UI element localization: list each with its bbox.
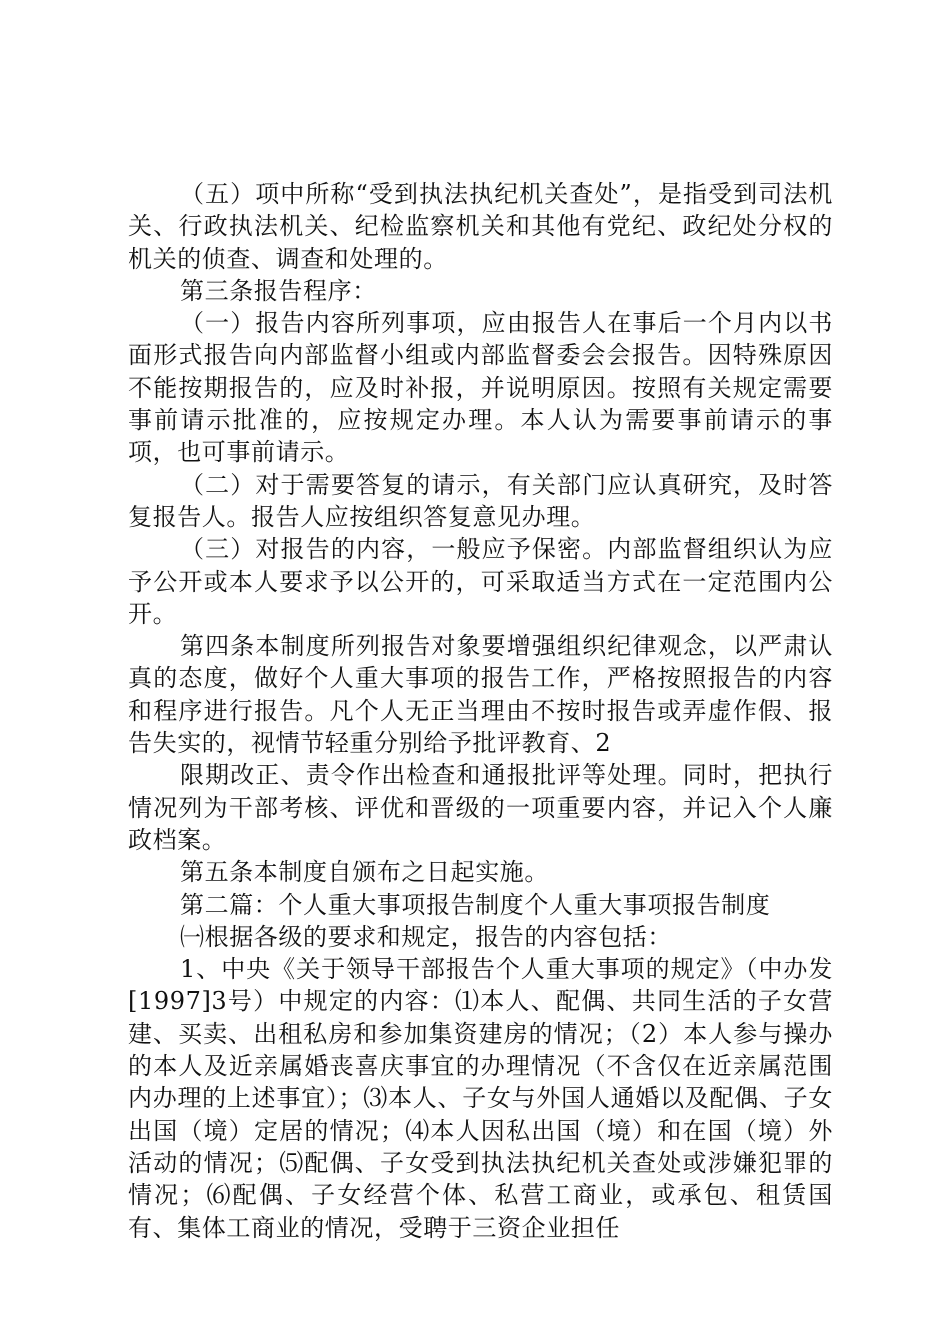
paragraph-central-regulation: 1、中央《关于领导干部报告个人重大事项的规定》（中办发[1997]3号）中规定的内容：⑴本人、配偶、共同生活的子女营建、买卖、出租私房和参加集资建房的情况；（2）本人参与操办的本人及近亲属婚丧喜庆事宜的办理情况（不含仅在近亲属范围内办理的上述事宜）；⑶本人、子女与外国人通婚以及配偶、子女出国（境）定居的情况；⑷本人因私出国（境）和在国（境）外活动的情况；⑸配偶、子女受到执法执纪机关查处或涉嫌犯罪的情况；⑹配偶、子女经营个体、私营工商业，或承包、租赁国有、集体工商业的情况，受聘于三资企业担任 xyxy=(128,955,833,1242)
paragraph-article-four-continued: 限期改正、责令作出检查和通报批评等处理。同时，把执行情况列为干部考核、评优和晋级的一项重要内容，并记入个人廉政档案。 xyxy=(128,761,833,854)
document-body xyxy=(128,178,833,1244)
paragraph-procedure-three: （三）对报告的内容，一般应予保密。内部监督组织认为应予公开或本人要求予以公开的，可采取适当方式在一定范围内公开。 xyxy=(128,535,833,628)
paragraph-section-five-definition: （五）项中所称“受到执法执纪机关查处”，是指受到司法机关、行政执法机关、纪检监察机关和其他有党纪、政纪处分权的机关的侦查、调查和处理的。 xyxy=(128,180,833,273)
paragraph-chapter-two-heading: 第二篇：个人重大事项报告制度个人重大事项报告制度 xyxy=(180,890,771,919)
paragraph-report-content-intro: ㈠根据各级的要求和规定，报告的内容包括： xyxy=(180,922,672,951)
paragraph-article-three-heading: 第三条报告程序： xyxy=(180,276,377,305)
paragraph-procedure-one: （一）报告内容所列事项，应由报告人在事后一个月内以书面形式报告向内部监督小组或内部监督委会会报告。因特殊原因不能按期报告的，应及时补报，并说明原因。按照有关规定需要事前请示批准的，应按规定办理。本人认为需要事前请示的事项，也可事前请示。 xyxy=(128,309,833,467)
paragraph-procedure-two: （二）对于需要答复的请示，有关部门应认真研究，及时答复报告人。报告人应按组织答复意见办理。 xyxy=(128,470,833,531)
paragraph-article-four: 第四条本制度所列报告对象要增强组织纪律观念，以严肃认真的态度，做好个人重大事项的报告工作，严格按照报告的内容和程序进行报告。凡个人无正当理由不按时报告或弄虚作假、报告失实的，视情节轻重分别给予批评教育、2 xyxy=(128,632,833,758)
paragraph-article-five: 第五条本制度自颁布之日起实施。 xyxy=(180,858,549,887)
